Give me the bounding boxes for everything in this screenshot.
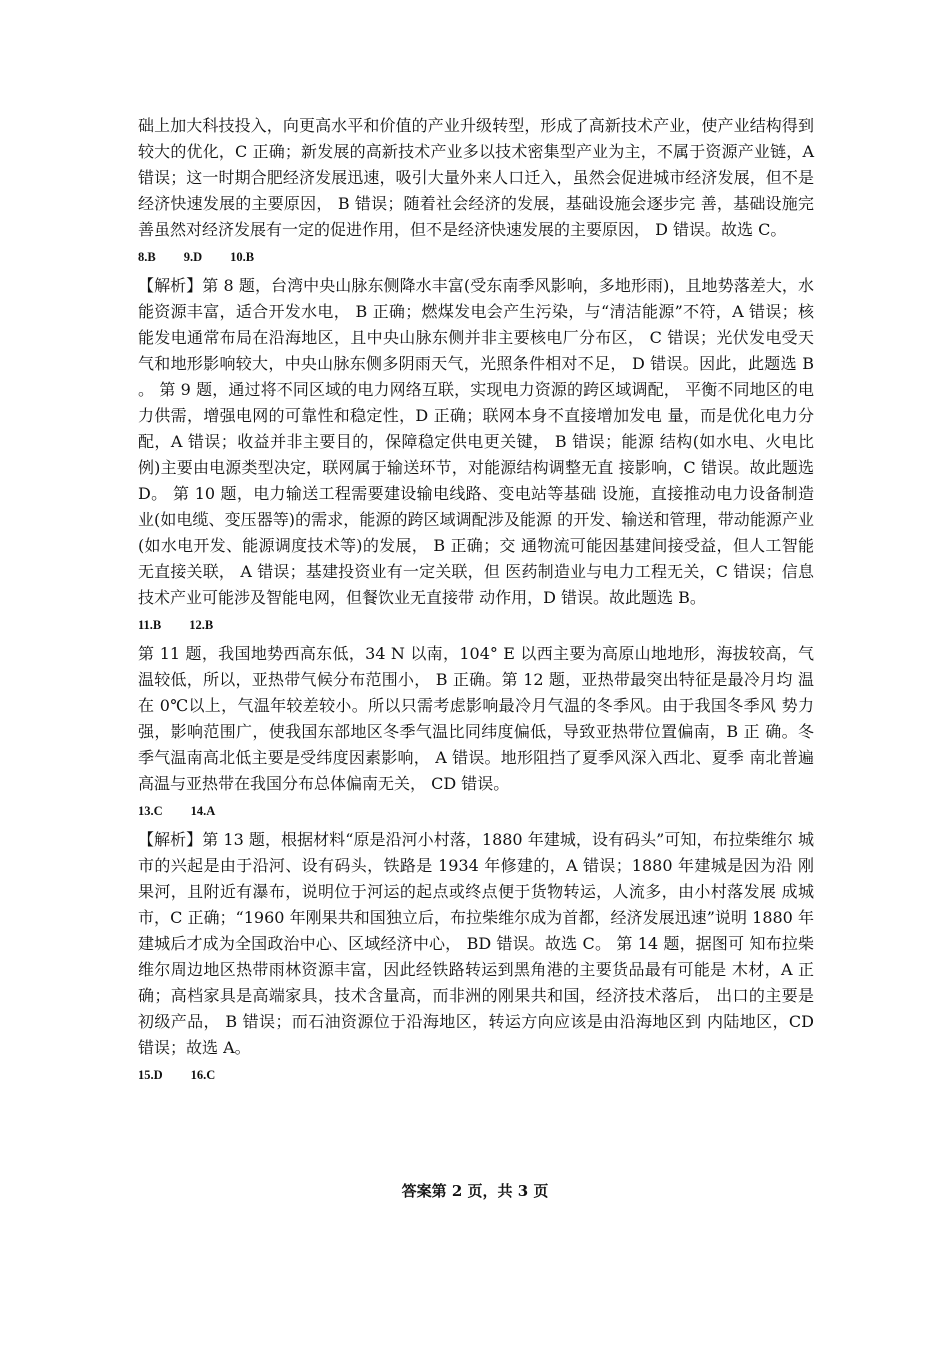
answer-13: 13.C — [138, 804, 163, 818]
answer-row-8-10 — [138, 247, 814, 267]
answer-row-11-12 — [138, 615, 814, 635]
answer-15: 15.D — [138, 1068, 163, 1082]
answer-row-13-14 — [138, 801, 814, 821]
page-content — [138, 113, 814, 1091]
answer-14: 14.A — [190, 804, 216, 818]
answer-11: 11.B — [138, 618, 162, 632]
answer-16: 16.C — [190, 1068, 216, 1082]
answer-9: 9.D — [183, 250, 203, 264]
page-footer: 答案第 2 页，共 3 页 — [401, 1182, 549, 1200]
paragraph-analysis-13-14: 【解析】第 13 题，根据材料“原是沿河小村落，1880 年建城，设有码头”可知，布拉柴维尔 城市的兴起是由于沿河、设有码头，铁路是 1934 年修建的，A 错误；1880 年建城是因为沿 刚果河，且附近有瀑布，说明位于河运的起点或终点便于货物转运，人流多，由小村落发展 成城市，C 正确；“1960 年刚果共和国独立后，布拉柴维尔成为首都，经济发展迅速”说明 1880 年建城后才成为全国政治中心、区域经济中心， BD 错误。故选 C。 第 14 题，据图可 知布拉柴维尔周边地区热带雨林资源丰富，因此经铁路转运到黑角港的主要货品最有可能是 木材，A 正确；高档家具是高端家具，技术含量高，而非洲的刚果共和国，经济技术落后， 出口的主要是初级产品， B 错误；而石油资源位于沿海地区，转运方向应该是由沿海地区到 内陆地区，CD 错误；故选 A。 — [138, 830, 814, 1057]
paragraph-analysis-8-10: 【解析】第 8 题，台湾中央山脉东侧降水丰富(受东南季风影响，多地形雨)，且地势落差大，水能资源丰富，适合开发水电， B 正确；燃煤发电会产生污染，与“清洁能源”不符，A 错误；核能发电通常布局在沿海地区，且中央山脉东侧并非主要核电厂分布区， C 错误；光伏发电受天气和地形影响较大，中央山脉东侧多阴雨天气，光照条件相对不足， D 错误。因此，此题选 B 。 第 9 题，通过将不同区域的电力网络互联，实现电力资源的跨区域调配， 平衡不同地区的电力供需，增强电网的可靠性和稳定性，D 正确；联网本身不直接增加发电 量，而是优化电力分配，A 错误；收益并非主要目的，保障稳定供电更关键， B 错误；能源 结构(如水电、火电比例)主要由电源类型决定，联网属于输送环节，对能源结构调整无直 接影响，C 错误。故此题选 D。 第 10 题，电力输送工程需要建设输电线路、变电站等基础 设施，直接推动电力设备制造业(如电缆、变压器等)的需求，能源的跨区域调配涉及能源 的开发、输送和管理，带动能源产业(如水电开发、能源调度技术等)的发展， B 正确；交 通物流可能因基建间接受益，但人工智能无直接关联， A 错误；基建投资业有一定关联，但 医药制造业与电力工程无关，C 错误；信息技术产业可能涉及智能电网，但餐饮业无直接带 动作用，D 错误。故此题选 B。 — [138, 276, 814, 607]
answer-12: 12.B — [189, 618, 214, 632]
paragraph-continued-analysis: 础上加大科技投入，向更高水平和价值的产业升级转型，形成了高新技术产业，使产业结构得到较大的优化，C 正确；新发展的高新技术产业多以技术密集型产业为主，不属于资源产业链，A 错误；这一时期合肥经济发展迅速，吸引大量外来人口迁入，虽然会促进城市经济发展，但不是经济快速发展的主要原因， B 错误；随着社会经济的发展，基础设施会逐步完 善，基础设施完善虽然对经济发展有一定的促进作用，但不是经济快速发展的主要原因， D 错误。故选 C。 — [138, 116, 814, 239]
answer-row-15-16 — [138, 1065, 814, 1085]
answer-8: 8.B — [138, 250, 156, 264]
answer-10: 10.B — [230, 250, 255, 264]
paragraph-analysis-11-12: 第 11 题，我国地势西高东低，34 N 以南，104° E 以西主要为高原山地地形，海拔较高，气 温较低，所以，亚热带气候分布范围小， B 正确。第 12 题，亚热带最突出特征是最冷月均 温在 0℃以上，气温年较差较小。所以只需考虑影响最冷月气温的冬季风。由于我国冬季风 势力强，影响范围广，使我国东部地区冬季气温比同纬度偏低，导致亚热带位置偏南，B 正 确。冬季气温南高北低主要是受纬度因素影响， A 错误。地形阻挡了夏季风深入西北、夏季 南北普遍高温与亚热带在我国分布总体偏南无关， CD 错误。 — [138, 644, 814, 793]
